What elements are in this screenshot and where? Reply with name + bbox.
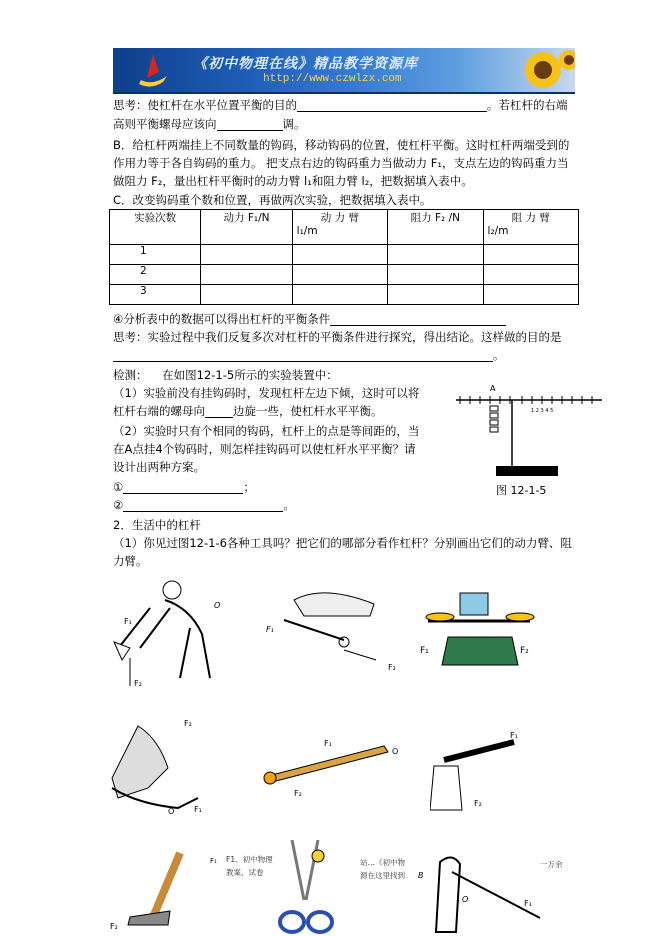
analysis-line: ④分析表中的数据可以得出杠杆的平衡条件 (113, 312, 506, 326)
think1-line2: 高则平衡螺母应该向 调。 (113, 117, 306, 131)
svg-text:F₂: F₂ (388, 663, 396, 672)
col-header: 动 力 臂 l₁/m (292, 210, 387, 245)
svg-text:F₁: F₁ (194, 805, 202, 814)
lever-figure (452, 382, 612, 482)
data-table (109, 209, 579, 305)
banner-url[interactable]: http://www.czwlzx.com (263, 73, 402, 85)
option-2: ② 。 (113, 498, 295, 512)
balance-illustration (418, 585, 548, 675)
blank[interactable] (113, 349, 493, 362)
svg-text:O: O (462, 895, 469, 904)
svg-text:F₁: F₁ (324, 739, 332, 748)
svg-text:B: B (418, 871, 424, 880)
svg-text:F₂: F₂ (520, 646, 529, 656)
svg-text:F₂: F₂ (134, 679, 142, 688)
tick-labels: 1 2 3 4 5 (531, 408, 554, 414)
col-header: 动力 F₁/N (201, 210, 292, 245)
svg-text:F₂: F₂ (294, 789, 302, 798)
think2-line2: 。 (113, 348, 505, 362)
think2-line1: 思考：实验过程中我们反复多次对杠杆的平衡条件进行探究，得出结论。这样做的目的是 (113, 330, 562, 344)
think1-line1: 思考：使杠杆在水平位置平衡的目的 。若杠杆的右端 (113, 98, 568, 112)
pedal-illustration (264, 580, 404, 675)
q1-line2: 杠杆右端的螺母向 边旋一些，使杠杆水平平衡。 (113, 404, 383, 418)
option-1: ① ； (113, 480, 255, 494)
sunflower-icon (503, 48, 575, 92)
blank[interactable] (297, 99, 487, 112)
header-banner (113, 48, 575, 94)
q1-line1: （1）实验前没有挂钩码时，发现杠杆左边下倾，这时可以将 (113, 386, 420, 400)
figure-caption: 图 12-1-5 (496, 484, 547, 497)
q2-line1: （2）实验时只有个相同的钩码，杠杆上的点是等间距的，当 (113, 424, 420, 438)
blank[interactable] (217, 118, 283, 131)
svg-text:F₁: F₁ (510, 731, 518, 740)
stepB-line2: 作用力等于各自钩码的重力。 把支点右边的钩码重力当做动力 F₁，支点左边的钩码重力当 (113, 156, 569, 170)
svg-text:O: O (392, 747, 399, 756)
table-row: 2 (110, 265, 579, 285)
svg-text:F₁: F₁ (210, 857, 217, 865)
watermark-text-2: 教案、试卷 (226, 868, 264, 877)
col-header: 阻力 F₂ /N (388, 210, 483, 245)
watermark-text-5: 一万余 (540, 860, 563, 869)
svg-text:F₁: F₁ (124, 617, 132, 626)
svg-text:F₁: F₁ (420, 646, 429, 656)
stepB-line3: 做阻力 F₂，量出杠杆平衡时的动力臂 l₁和阻力臂 l₂，把数据填入表中。 (113, 174, 473, 188)
svg-text:F₂: F₂ (184, 719, 192, 728)
hammer-illustration (110, 845, 220, 935)
svg-text:F₂: F₂ (110, 922, 118, 931)
q2-line2: 在A点挂4个钩码时，则怎样挂钩码可以使杠杆水平平衡？请 (113, 442, 416, 456)
table-row: 3 (110, 285, 579, 305)
col-header: 实验次数 (110, 210, 201, 245)
table-row: 1 (110, 245, 579, 265)
scissors-illustration (270, 840, 340, 936)
pump-illustration (416, 852, 546, 936)
tweezers-illustration (254, 728, 404, 803)
banner-title: 《初中物理在线》精品教学资源库 (193, 56, 418, 72)
col-header: 阻 力 臂 l₂/m (483, 210, 578, 245)
stand-base (496, 466, 558, 476)
weight-stack (490, 406, 498, 432)
watermark-text-3: 站…《初中物 (360, 858, 405, 867)
svg-text:F₁: F₁ (266, 625, 274, 634)
q3-line1: （1）你见过图12-1-6各种工具吗？把它们的哪部分看作杠杆？分别画出它们的动力臂、阻 (113, 536, 572, 550)
check-intro: 检测： 在如图12-1-5所示的实验装置中： (113, 368, 338, 382)
logo-icon (133, 52, 173, 88)
shovel-worker-illustration (110, 578, 240, 693)
q3-line2: 力臂。 (113, 554, 148, 568)
svg-text:F₂: F₂ (474, 799, 482, 808)
point-a-label: A (490, 384, 496, 393)
shoe-pedal-illustration (108, 718, 228, 823)
watermark-text-4: 源在这里找到 (360, 871, 405, 880)
q2-line3: 设计出两种方案。 (113, 460, 205, 474)
svg-text:O: O (214, 601, 221, 610)
stepB-line1: B．给杠杆两端挂上不同数量的钩码，移动钩码的位置，使杠杆平衡。这时杠杆两端受到的 (113, 138, 570, 152)
svg-text:F₁: F₁ (524, 899, 532, 908)
section-2-title: 2．生活中的杠杆 (113, 518, 201, 532)
watermark-text-1: F1、初中物理 (226, 855, 273, 864)
bottle-opener-illustration (430, 730, 540, 815)
blank[interactable] (330, 313, 506, 326)
svg-text:O: O (168, 807, 175, 816)
stepC: C．改变钩码重个数和位置，再做两次实验，把数据填入表中。 (113, 193, 432, 207)
